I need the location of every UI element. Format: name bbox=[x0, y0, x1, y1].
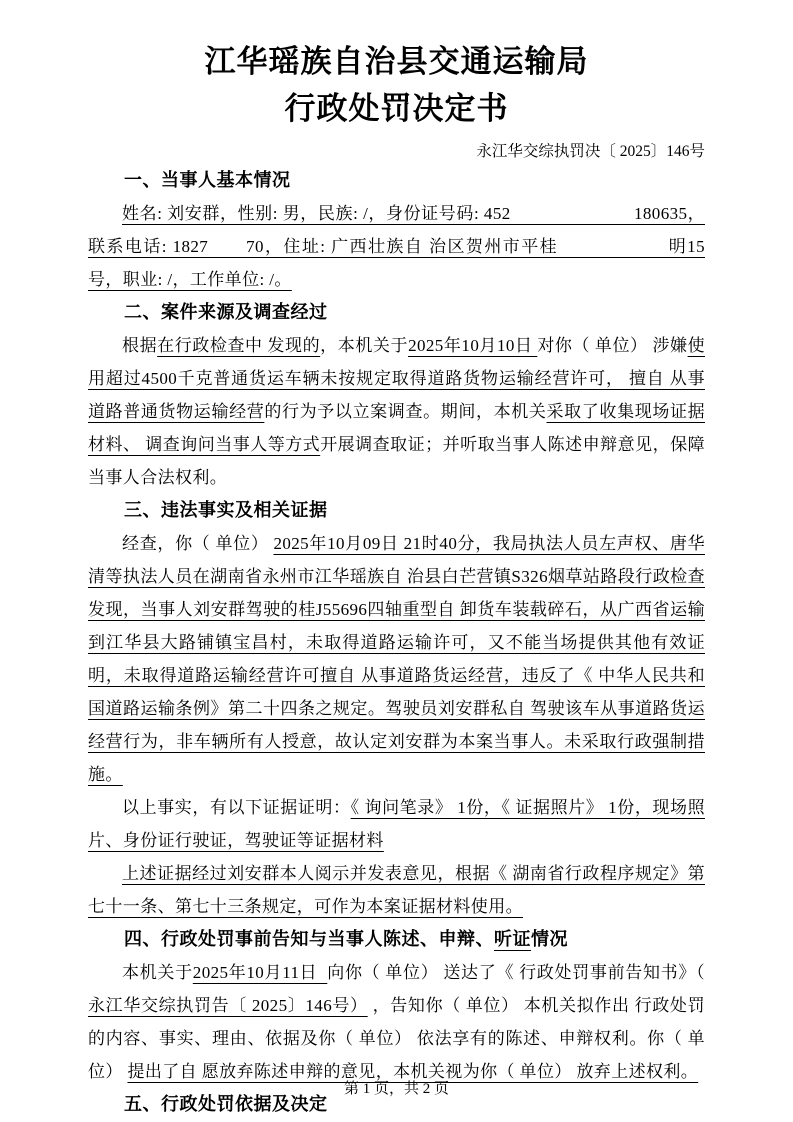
filled-in-text: 永江华交综执罚告〔 2025〕146号） bbox=[88, 996, 368, 1015]
document-number: 永江华交综执罚决〔 2025〕146号 bbox=[476, 143, 705, 160]
section-facts-evidence bbox=[88, 494, 705, 923]
section-prior-notice-heading bbox=[88, 923, 705, 956]
section-party-info-heading bbox=[88, 164, 705, 197]
filled-in-text: 在行政检查中 发现的 bbox=[157, 336, 321, 355]
template-text: 经查，你（ 单位） bbox=[122, 534, 274, 553]
template-text: 本机关于 bbox=[122, 963, 193, 982]
template-text: 以上事实，有以下证据证明： bbox=[122, 798, 351, 817]
facts-paragraph bbox=[88, 527, 705, 791]
filled-in-text: 姓名: 刘安群，性别: 男，民族: /，身份证号码: 452 180635，联系电话: 1827 70，住址: 广西壮族自 治区贺州市平桂 明15号，职业: /，工作单位: /。 bbox=[88, 204, 705, 289]
party-info-paragraph bbox=[88, 197, 705, 296]
template-text: 对你（ 单位） 涉嫌 bbox=[537, 336, 688, 355]
filled-in-text: 2025年10月09日 21时40分，我局执法人员左声权、唐华清等执法人员在湖南省永州市江华瑶族自 治县白芒营镇S326烟草站路段行政检查发现，当事人刘安群驾驶的桂J55696四轴重型自 卸货车装载碎石，从广西省运输到江华县大路铺镇宝昌村，未取得道路运输许可，又不能当场提供其他有效证明，未取得道路运输经营许可擅自 从事道路货运经营，违反了《 中华人民共和国道路运输条例》第二十四条之规定。驾驶员刘安群私自 驾驶该车从事道路货运经营行为，非车辆所有人授意，故认定刘安群为本案当事人。未采取行政强制措施。 bbox=[88, 534, 705, 784]
section-facts-evidence-heading bbox=[88, 494, 705, 527]
template-text: 向你（ 单位） 送达了《 行政处罚事前告知书》（ bbox=[327, 963, 705, 982]
document-title-line1: 江华瑶族自治县交通运输局 bbox=[204, 44, 589, 79]
page-number-footer: 第 1 页，共 2 页 bbox=[343, 1081, 449, 1097]
filled-in-text: 上述证据经过刘安群本人阅示并发表意见，根据《 湖南省行政程序规定》第七十一条、第七十三条规定，可作为本案证据材料使用。 bbox=[88, 864, 705, 916]
filled-in-text: 《 询问笔录》 1份，《 证据照片》 1份，现场照片、身份证行驶证，驾驶证等证据材料 bbox=[88, 798, 706, 850]
prior-notice-paragraph bbox=[88, 956, 705, 1088]
section-prior-notice bbox=[88, 923, 705, 1088]
filled-in-text: 提出了自 愿放弃陈述申辩的意见，本机关视为你（ 单位） 放弃上述权利。 bbox=[127, 1062, 699, 1081]
document-title-line2: 行政处罚决定书 bbox=[284, 91, 509, 126]
section-case-source bbox=[88, 296, 705, 494]
section-party-info bbox=[88, 164, 705, 296]
template-text: 五、行政处罚依据及决定 bbox=[124, 1094, 328, 1114]
template-text: 一、当事人基本情况 bbox=[124, 170, 291, 190]
template-text: ，本机关于 bbox=[320, 336, 409, 355]
case-source-paragraph bbox=[88, 329, 705, 494]
filled-in-text: 采取了收集现场证据材料、 调查询问当事人等方式 bbox=[88, 402, 706, 454]
template-text: 根据 bbox=[122, 336, 158, 355]
evidence-review-paragraph bbox=[88, 857, 705, 923]
template-text: 的行为予以立案调查。期间，本机关 bbox=[264, 402, 547, 421]
filled-in-text: 2025年10月11日 bbox=[192, 963, 328, 982]
template-text: 二、案件来源及调查经过 bbox=[124, 302, 328, 322]
template-text: ，告知你（ 单位） 本机关拟作出 行政处罚的内容、事实、理由、依据及你（ 单位） 依法享有的陈述、申辩权利。你（ 单位） bbox=[88, 996, 705, 1081]
template-text: 开展调查取证；并听取当事人陈述申辩意见，保障当事人合法权利。 bbox=[88, 435, 705, 487]
template-text: 四、行政处罚事前告知与当事人陈述、申辩、 bbox=[124, 929, 494, 949]
section-case-source-heading bbox=[88, 296, 705, 329]
evidence-list-paragraph bbox=[88, 791, 705, 857]
template-text: 情况 bbox=[531, 929, 568, 949]
filled-in-text: 使用超过4500千克普通货运车辆未按规定取得道路货物运输经营许可， 擅自 从事道路普通货物运输经营 bbox=[88, 336, 706, 421]
filled-in-text: 2025年10月10日 bbox=[408, 336, 538, 355]
template-text: 三、违法事实及相关证据 bbox=[124, 500, 328, 520]
filled-in-text: 听证 bbox=[494, 929, 531, 949]
